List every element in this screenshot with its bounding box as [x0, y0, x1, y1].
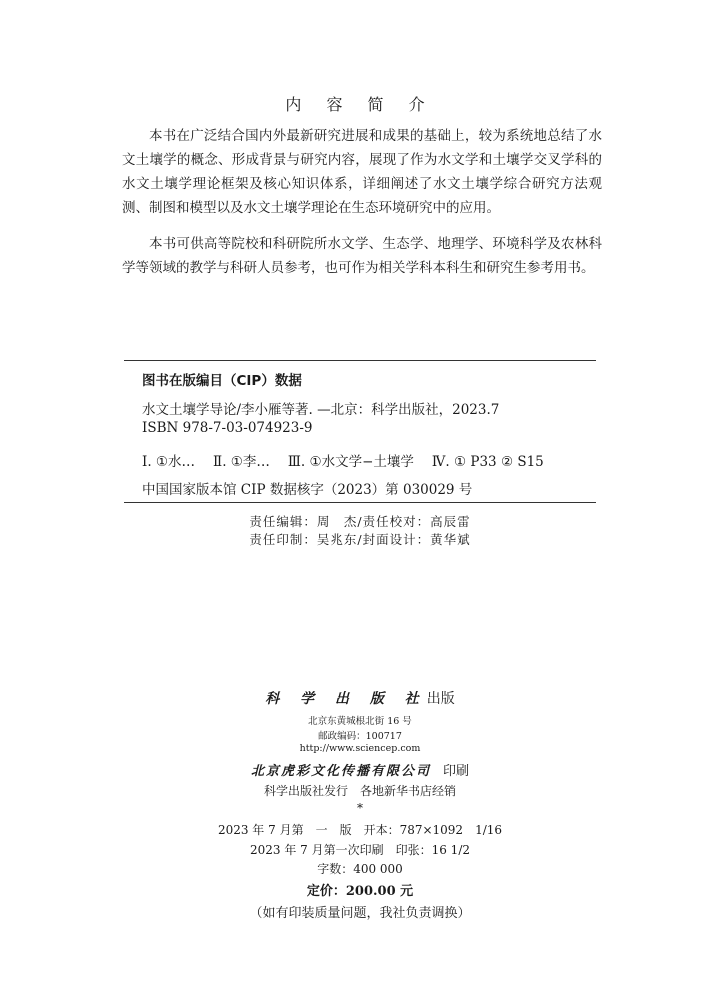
publisher-line — [0, 688, 720, 708]
cip-bottom-rule — [124, 502, 596, 503]
cip-heading: 图书在版编目（CIP）数据 — [142, 373, 302, 389]
summary-paragraph-2: 本书可供高等院校和科研院所水文学、生态学、地理学、环境科学及农林科学等领域的教学与科研人员参考，也可作为相关学科本科生和研究生参考用书。 — [122, 236, 602, 276]
edition-line-1: 2023 年 7 月第 一 版 开本：787×1092 1/16 — [217, 823, 503, 837]
cip-class-3: Ⅲ. ①水文学−土壤学 — [287, 454, 414, 470]
cip-class-1: Ⅰ. ①水… — [142, 454, 196, 470]
printer-suffix: 印刷 — [443, 764, 470, 779]
cip-top-rule — [124, 360, 596, 361]
printer-line — [0, 760, 720, 779]
publisher-postcode: 邮政编码：100717 — [318, 731, 402, 742]
publisher-address: 北京东黄城根北街 16 号 — [308, 716, 412, 727]
distribution-line: 科学出版社发行 各地新华书店经销 — [263, 784, 456, 798]
editors-line-1: 责任编辑：周 杰/责任校对：高辰雷 — [249, 514, 471, 529]
summary-paragraph-1: 本书在广泛结合国内外最新研究进展和成果的基础上，较为系统地总结了水文土壤学的概念、形成背景与研究内容，展现了作为水文学和土壤学交叉学科的水文土壤学理论框架及核心知识体系，详细阐述了水文土壤学综合研究方法观测、制图和模型以及水文土壤学理论在生态环境研究中的应用。 — [122, 128, 602, 216]
quality-note: （如有印装质量问题，我社负责调换） — [249, 906, 471, 921]
publisher-suffix: 出版 — [426, 691, 455, 707]
cip-record-number: 中国国家版本馆 CIP 数据核字（2023）第 030029 号 — [142, 482, 473, 498]
publisher-url: http://www.sciencep.com — [299, 743, 421, 754]
publisher-name: 科 学 出 版 社 — [265, 691, 427, 707]
summary-title: 内 容 简 介 — [285, 95, 435, 114]
edition-line-2: 2023 年 7 月第一次印刷 印张：16 1/2 — [249, 843, 470, 857]
word-count: 字数：400 000 — [317, 862, 403, 876]
printer-name: 北京虎彩文化传播有限公司 — [250, 764, 431, 779]
editors-line-2: 责任印制：吴兆东/封面设计：黄华斌 — [249, 532, 471, 547]
price: 定价：200.00 元 — [306, 884, 414, 899]
separator-star: * — [357, 801, 363, 815]
cip-classification — [142, 450, 562, 470]
cip-class-2: Ⅱ. ①李… — [213, 454, 270, 470]
cip-title-line: 水文土壤学导论/李小雁等著. —北京：科学出版社，2023.7 — [142, 402, 500, 418]
cip-isbn: ISBN 978-7-03-074923-9 — [142, 420, 313, 436]
cip-class-4: Ⅳ. ① P33 ② S15 — [431, 454, 544, 470]
